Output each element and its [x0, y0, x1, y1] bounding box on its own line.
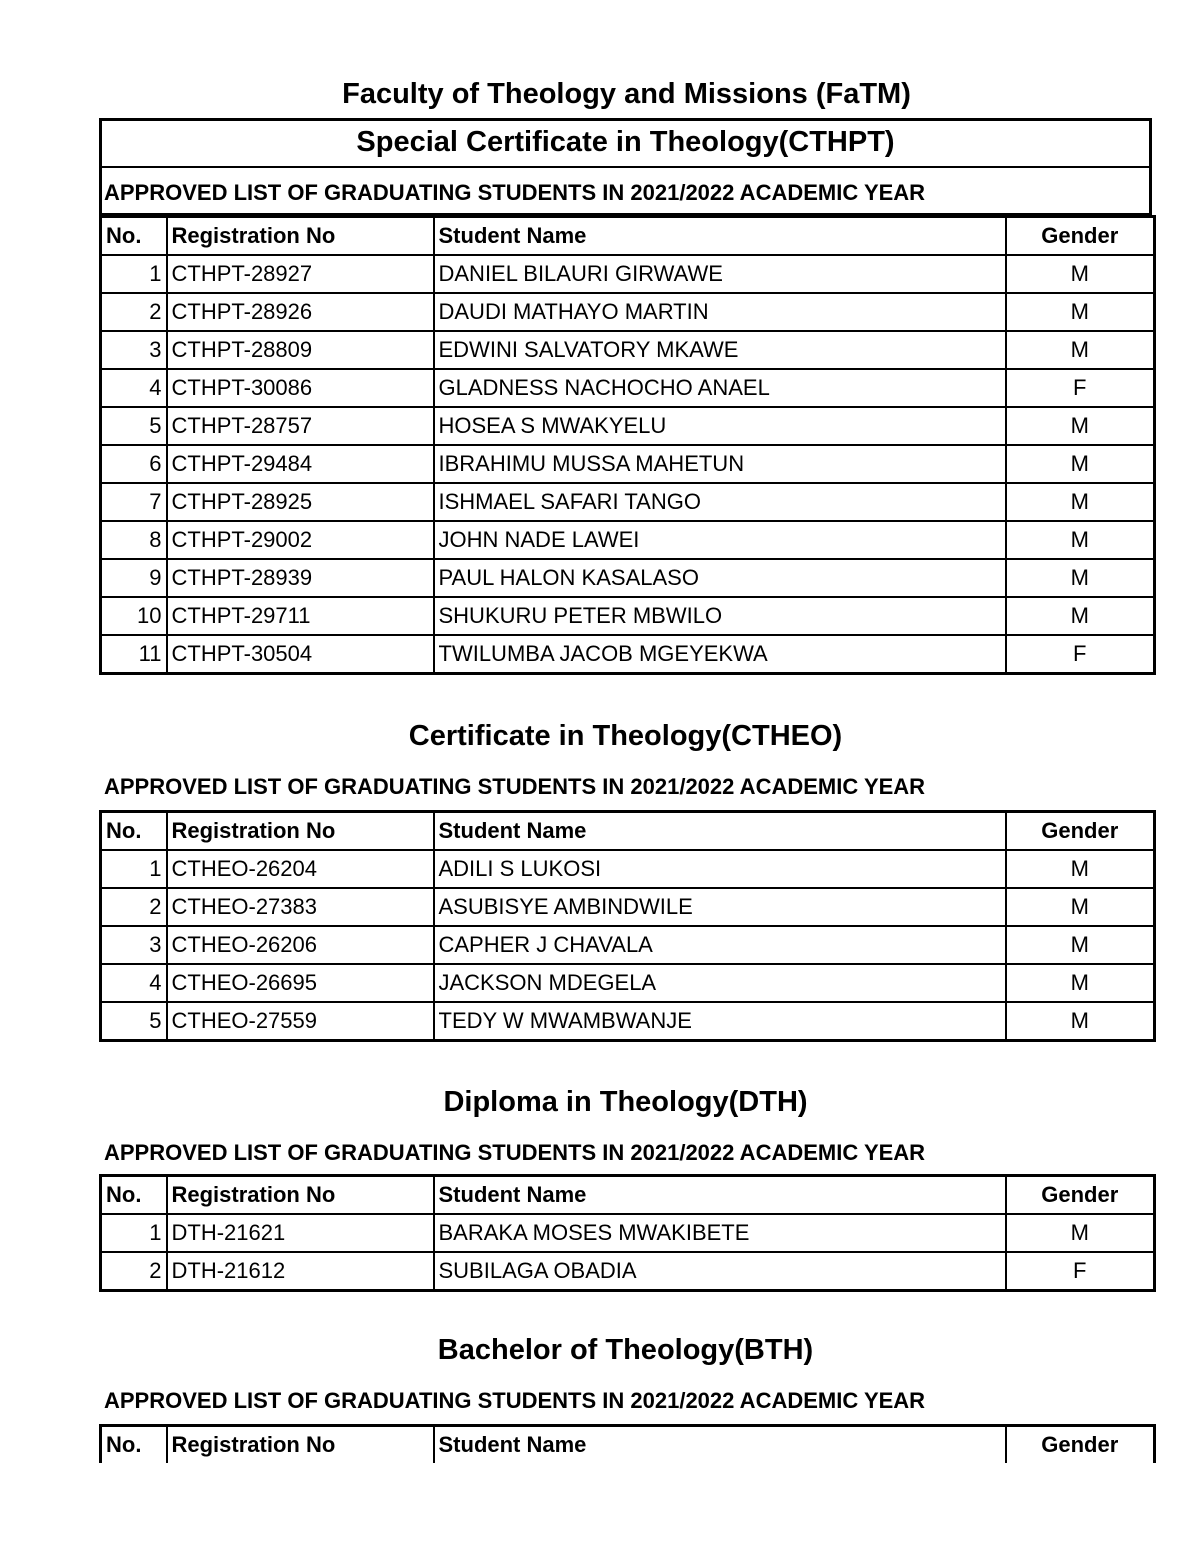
row-number: 7 — [101, 483, 167, 521]
registration-no: CTHEO-26695 — [167, 964, 434, 1002]
registration-no: DTH-21621 — [167, 1214, 434, 1252]
row-number: 4 — [101, 964, 167, 1002]
row-number: 8 — [101, 521, 167, 559]
row-number: 6 — [101, 445, 167, 483]
table-row — [101, 445, 1155, 483]
student-name: ISHMAEL SAFARI TANGO — [434, 483, 1006, 521]
header-no: No. — [101, 1426, 167, 1464]
table-row — [101, 255, 1155, 293]
section-3-approved: APPROVED LIST OF GRADUATING STUDENTS IN 2021/2022 ACADEMIC YEAR — [104, 1140, 926, 1165]
table-row — [101, 559, 1155, 597]
table-header-row — [101, 1176, 1155, 1215]
table-row — [101, 1002, 1155, 1041]
table-header-row — [101, 812, 1155, 851]
row-number: 2 — [101, 888, 167, 926]
header-student-name: Student Name — [434, 1176, 1006, 1215]
section-2-approved: APPROVED LIST OF GRADUATING STUDENTS IN 2021/2022 ACADEMIC YEAR — [104, 774, 926, 799]
header-registration-no: Registration No — [167, 217, 434, 256]
row-number: 11 — [101, 635, 167, 674]
table-row — [101, 369, 1155, 407]
student-name: HOSEA S MWAKYELU — [434, 407, 1006, 445]
gender: M — [1006, 926, 1155, 964]
table-row — [101, 521, 1155, 559]
student-name: JACKSON MDEGELA — [434, 964, 1006, 1002]
header-no: No. — [101, 812, 167, 851]
row-number: 9 — [101, 559, 167, 597]
gender: M — [1006, 483, 1155, 521]
header-registration-no: Registration No — [167, 1176, 434, 1215]
table-row — [101, 635, 1155, 674]
student-name: IBRAHIMU MUSSA MAHETUN — [434, 445, 1006, 483]
registration-no: CTHPT-30086 — [167, 369, 434, 407]
registration-no: CTHPT-28927 — [167, 255, 434, 293]
row-number: 5 — [101, 1002, 167, 1041]
table-row — [101, 1252, 1155, 1291]
section-1-title: Special Certificate in Theology(CTHPT) — [356, 126, 895, 158]
header-registration-no: Registration No — [167, 1426, 434, 1464]
student-name: DANIEL BILAURI GIRWAWE — [434, 255, 1006, 293]
registration-no: CTHEO-27383 — [167, 888, 434, 926]
header-gender: Gender — [1006, 217, 1155, 256]
registration-no: CTHPT-28809 — [167, 331, 434, 369]
header-student-name: Student Name — [434, 217, 1006, 256]
table-row — [101, 407, 1155, 445]
student-name: JOHN NADE LAWEI — [434, 521, 1006, 559]
registration-no: CTHEO-27559 — [167, 1002, 434, 1041]
header-gender: Gender — [1006, 1426, 1155, 1464]
table-header-row — [101, 1426, 1155, 1464]
registration-no: CTHPT-29484 — [167, 445, 434, 483]
table-row — [101, 293, 1155, 331]
registration-no: CTHPT-30504 — [167, 635, 434, 674]
table-row — [101, 850, 1155, 888]
row-number: 3 — [101, 331, 167, 369]
section-4-approved: APPROVED LIST OF GRADUATING STUDENTS IN 2021/2022 ACADEMIC YEAR — [104, 1388, 926, 1413]
gender: M — [1006, 521, 1155, 559]
student-name: TEDY W MWAMBWANJE — [434, 1002, 1006, 1041]
gender: M — [1006, 331, 1155, 369]
student-name: BARAKA MOSES MWAKIBETE — [434, 1214, 1006, 1252]
gender: M — [1006, 255, 1155, 293]
registration-no: CTHEO-26206 — [167, 926, 434, 964]
table-row — [101, 331, 1155, 369]
student-name: ADILI S LUKOSI — [434, 850, 1006, 888]
gender: M — [1006, 293, 1155, 331]
page-title: Faculty of Theology and Missions (FaTM) — [342, 78, 911, 110]
registration-no: CTHPT-28757 — [167, 407, 434, 445]
row-number: 3 — [101, 926, 167, 964]
registration-no: CTHPT-29002 — [167, 521, 434, 559]
section-3-title: Diploma in Theology(DTH) — [443, 1086, 808, 1118]
section-2-table — [99, 810, 1156, 1042]
table-row — [101, 597, 1155, 635]
registration-no: CTHPT-29711 — [167, 597, 434, 635]
row-number: 1 — [101, 850, 167, 888]
gender: M — [1006, 1214, 1155, 1252]
student-name: ASUBISYE AMBINDWILE — [434, 888, 1006, 926]
header-registration-no: Registration No — [167, 812, 434, 851]
gender: F — [1006, 1252, 1155, 1291]
gender: M — [1006, 888, 1155, 926]
table-row — [101, 1214, 1155, 1252]
student-name: SHUKURU PETER MBWILO — [434, 597, 1006, 635]
table-header-row — [101, 217, 1155, 256]
row-number: 1 — [101, 255, 167, 293]
gender: M — [1006, 1002, 1155, 1041]
gender: M — [1006, 445, 1155, 483]
header-no: No. — [101, 217, 167, 256]
header-gender: Gender — [1006, 812, 1155, 851]
student-name: GLADNESS NACHOCHO ANAEL — [434, 369, 1006, 407]
row-number: 5 — [101, 407, 167, 445]
student-name: EDWINI SALVATORY MKAWE — [434, 331, 1006, 369]
student-name: CAPHER J CHAVALA — [434, 926, 1006, 964]
gender: F — [1006, 369, 1155, 407]
section-2-title: Certificate in Theology(CTHEO) — [408, 720, 843, 752]
header-gender: Gender — [1006, 1176, 1155, 1215]
section-4-title: Bachelor of Theology(BTH) — [437, 1334, 814, 1366]
student-name: PAUL HALON KASALASO — [434, 559, 1006, 597]
table-row — [101, 926, 1155, 964]
section-4-table — [99, 1424, 1156, 1463]
section-3-table — [99, 1174, 1156, 1292]
gender: M — [1006, 597, 1155, 635]
header-student-name: Student Name — [434, 812, 1006, 851]
student-name: TWILUMBA JACOB MGEYEKWA — [434, 635, 1006, 674]
gender: M — [1006, 850, 1155, 888]
section-1-divider — [99, 166, 1152, 168]
gender: M — [1006, 407, 1155, 445]
row-number: 10 — [101, 597, 167, 635]
header-student-name: Student Name — [434, 1426, 1006, 1464]
table-row — [101, 483, 1155, 521]
registration-no: CTHPT-28939 — [167, 559, 434, 597]
row-number: 4 — [101, 369, 167, 407]
section-1-table — [99, 215, 1156, 675]
gender: F — [1006, 635, 1155, 674]
section-1-approved: APPROVED LIST OF GRADUATING STUDENTS IN 2021/2022 ACADEMIC YEAR — [104, 180, 926, 205]
header-no: No. — [101, 1176, 167, 1215]
registration-no: DTH-21612 — [167, 1252, 434, 1291]
row-number: 2 — [101, 1252, 167, 1291]
registration-no: CTHPT-28925 — [167, 483, 434, 521]
gender: M — [1006, 964, 1155, 1002]
row-number: 1 — [101, 1214, 167, 1252]
student-name: SUBILAGA OBADIA — [434, 1252, 1006, 1291]
row-number: 2 — [101, 293, 167, 331]
student-name: DAUDI MATHAYO MARTIN — [434, 293, 1006, 331]
table-row — [101, 888, 1155, 926]
table-row — [101, 964, 1155, 1002]
registration-no: CTHPT-28926 — [167, 293, 434, 331]
gender: M — [1006, 559, 1155, 597]
registration-no: CTHEO-26204 — [167, 850, 434, 888]
